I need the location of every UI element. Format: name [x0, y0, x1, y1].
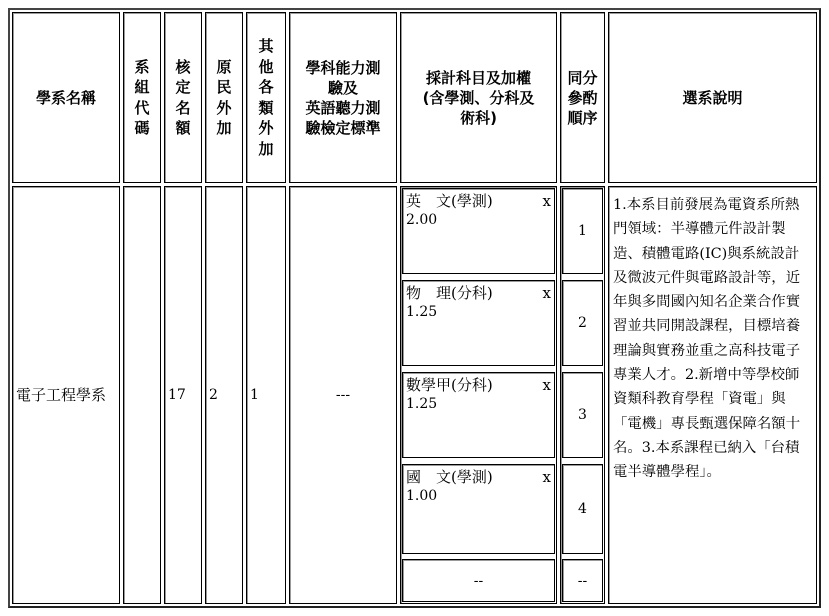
header-subjects-line3: 術科) [460, 108, 497, 127]
tie-order-row-empty [562, 559, 603, 602]
subject-multiplier: x [542, 468, 551, 486]
indigenous-extra-cell [205, 186, 243, 604]
header-tie-order [560, 12, 605, 183]
header-ability-test-line3: 英語聽力測 [305, 98, 381, 117]
header-ability-test-line4: 驗檢定標準 [305, 118, 381, 137]
dept-name-cell [12, 186, 120, 604]
header-other-extra-text: 其他各類外加 [258, 37, 274, 158]
other-extra-cell [246, 186, 286, 604]
tie-order-empty-text: -- [577, 572, 588, 589]
subject-name: 數學甲(分科) [406, 376, 493, 394]
header-ability-test [289, 12, 397, 183]
header-other-extra [246, 12, 286, 183]
header-tie-line1: 同分 [567, 68, 598, 87]
header-indigenous-extra [205, 12, 243, 183]
subject-name: 物 理(分科) [406, 284, 493, 302]
subject-multiplier: x [542, 376, 551, 394]
notes-text: 1.本系目前發展為電資系所熱門領域：半導體元件設計製造、積體電路(IC)與系統設計及微波元件與電路設計等，近年與多間國內知名企業合作實習並共同開設課程，目標培養理論與實務並重之高科技電子專業人才。2.新增中等學校師資類科教育學程「資電」與「電機」專長甄選保障名額十名。3.本系課程已納入「台積電半導體學程」。 [613, 197, 801, 481]
subject-name: 國 文(學測) [406, 468, 493, 486]
indigenous-extra-text: 2 [209, 387, 218, 403]
subject-row [402, 188, 555, 274]
tie-order-value: 2 [578, 315, 587, 331]
header-dept-code [123, 12, 161, 183]
header-dept-name [12, 12, 120, 183]
tie-order-value: 3 [578, 407, 587, 423]
quota-cell [164, 186, 202, 604]
subject-name: 英 文(學測) [406, 192, 493, 210]
tie-order-row [562, 372, 603, 458]
header-subjects-line2: (含學測、分科及 [422, 88, 535, 107]
subject-row [402, 280, 555, 366]
quota-text: 17 [168, 387, 186, 403]
ability-standard-text: --- [335, 387, 351, 403]
subject-multiplier: x [542, 284, 551, 302]
header-ability-test-line1: 學科能力測 [305, 58, 381, 77]
tie-order-row [562, 280, 603, 366]
subject-row-empty [402, 559, 555, 602]
header-quota [164, 12, 202, 183]
header-subjects [400, 12, 557, 183]
header-dept-name-text: 學系名稱 [35, 88, 96, 107]
header-quota-text: 核定名額 [175, 57, 191, 137]
other-extra-text: 1 [250, 387, 259, 403]
header-notes [608, 12, 817, 183]
header-subjects-line1: 採計科目及加權 [425, 68, 531, 87]
tie-order-value: 1 [578, 223, 587, 239]
tie-order-row [562, 188, 603, 274]
tie-order-row [562, 464, 603, 554]
header-ability-test-line2: 驗及 [327, 78, 358, 97]
header-tie-line3: 順序 [567, 108, 598, 127]
dept-name-text: 電子工程學系 [16, 386, 107, 404]
subject-weight: 1.25 [406, 396, 438, 412]
header-tie-line2: 參酌 [567, 88, 598, 107]
tie-order-value: 4 [578, 501, 587, 517]
header-notes-text: 選系說明 [682, 88, 743, 107]
subject-empty-text: -- [473, 572, 484, 589]
dept-code-cell [123, 186, 161, 604]
subject-weight: 2.00 [406, 212, 438, 228]
subject-weight: 1.00 [406, 488, 438, 504]
subject-row [402, 464, 555, 554]
notes-cell [608, 186, 817, 604]
header-dept-code-text: 系組代碼 [134, 57, 150, 137]
ability-standard-cell [289, 186, 397, 604]
header-indigenous-extra-text: 原民外加 [216, 57, 232, 137]
subject-weight: 1.25 [406, 304, 438, 320]
subject-multiplier: x [542, 192, 551, 210]
subject-row [402, 372, 555, 458]
